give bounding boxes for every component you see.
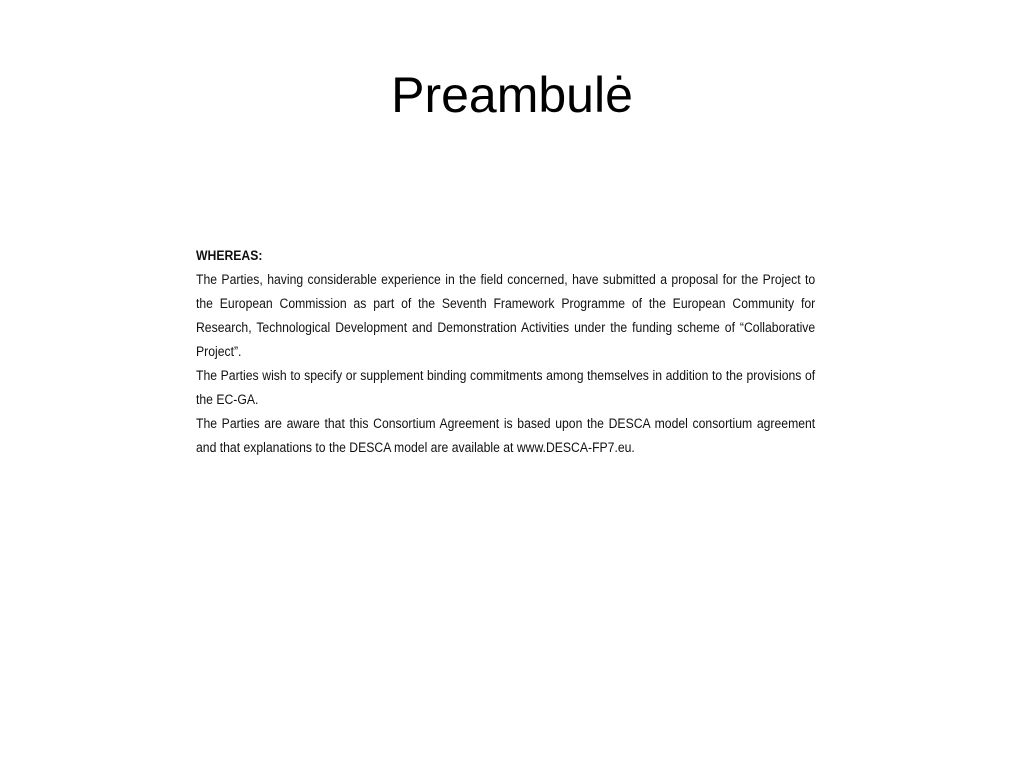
excerpt-paragraph-1: The Parties, having considerable experience in the field concerned, have submitted a proposal for the Project to the European Commission as part of the Seventh Framework Programme of the European Community for Research, Technological Development and Demonstration Activities under the funding scheme of “Collaborative Project”.	[196, 272, 816, 360]
excerpt-heading: WHEREAS:	[196, 248, 263, 264]
slide-title: Preambulė	[391, 67, 633, 123]
excerpt-paragraph-2: The Parties wish to specify or supplement binding commitments among themselves in addition to the provisions of the EC-GA.	[196, 368, 816, 408]
document-excerpt	[196, 244, 815, 460]
excerpt-paragraph-3: The Parties are aware that this Consortium Agreement is based upon the DESCA model consortium agreement and that explanations to the DESCA model are available at www.DESCA-FP7.eu.	[196, 416, 816, 456]
